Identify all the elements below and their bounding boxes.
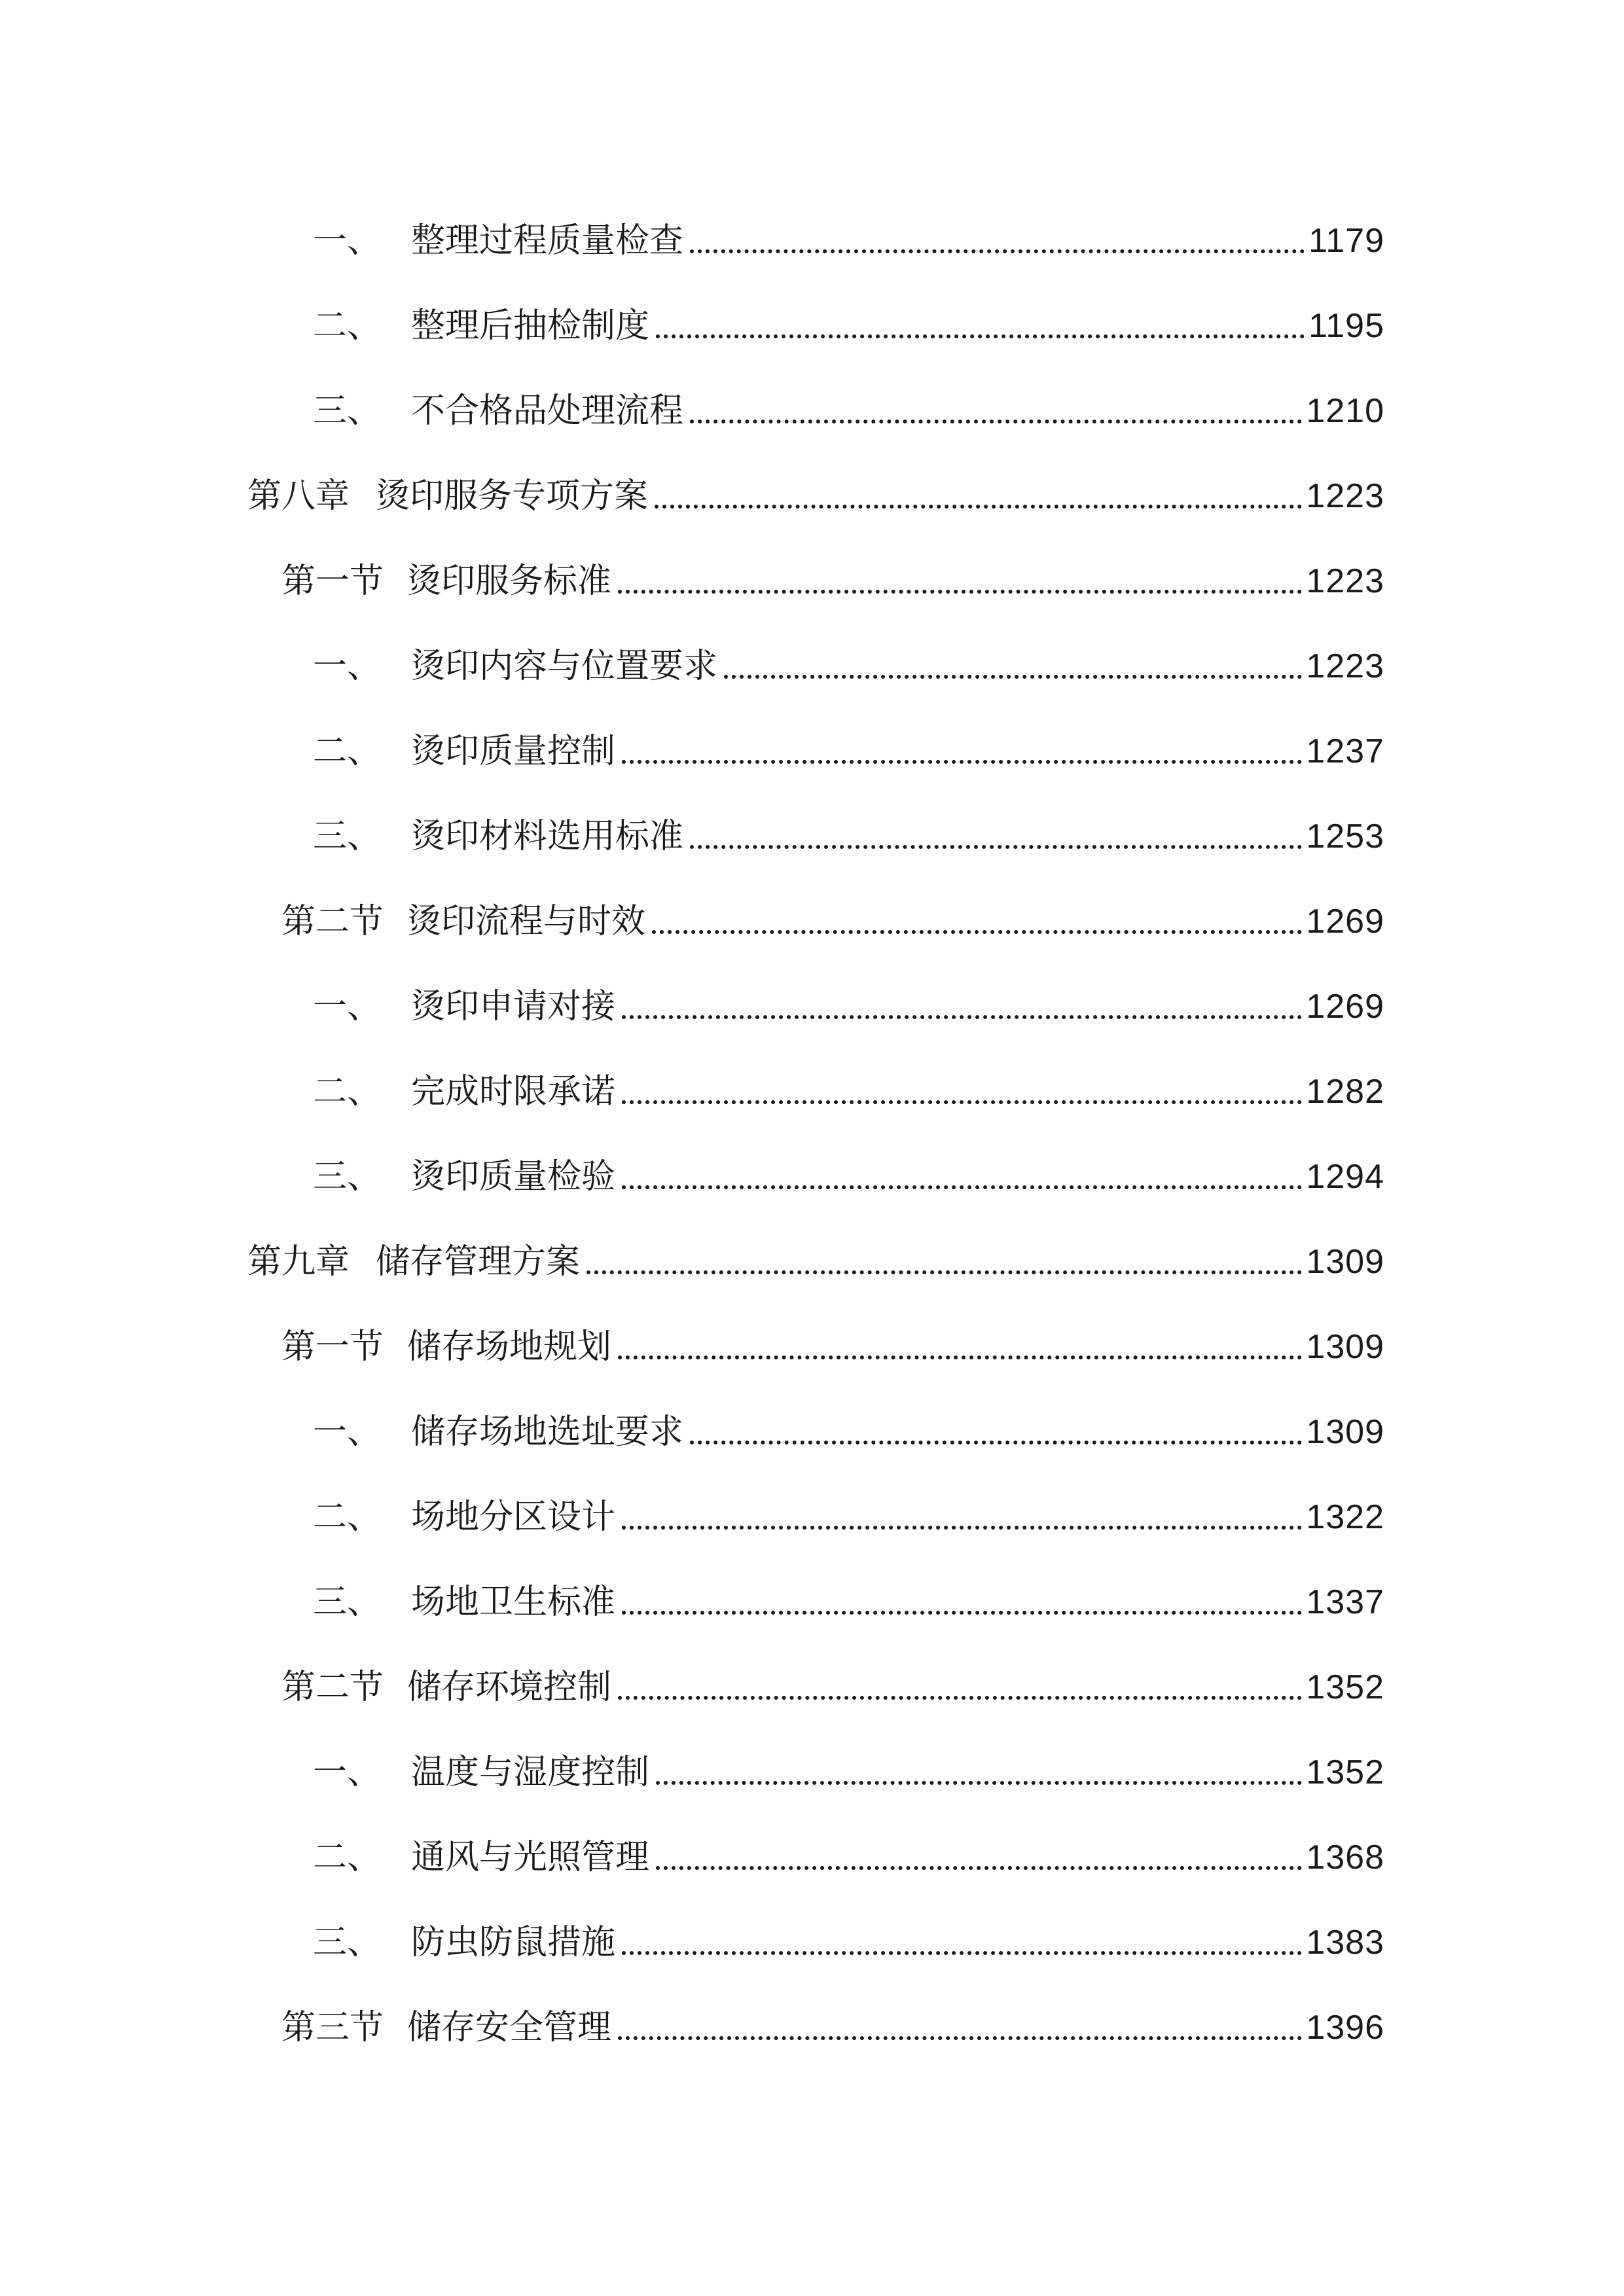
toc-entry-number: 第一节 (281, 562, 384, 601)
toc-entry[interactable] (0, 634, 1624, 699)
toc-entry-title: 整理过程质量检查 (411, 221, 684, 260)
dot-leader (690, 1441, 1302, 1444)
toc-entry-label (313, 1825, 649, 1890)
toc-entry-number: 三、 (313, 1157, 382, 1196)
toc-section-entry[interactable] (0, 1655, 1624, 1720)
toc-entry-title: 烫印内容与位置要求 (411, 647, 718, 686)
toc-entry-label (281, 1655, 611, 1720)
dot-leader (586, 1270, 1302, 1274)
dot-leader (618, 1355, 1302, 1359)
toc-entry-label (281, 548, 611, 614)
toc-entry-page: 1352 (1306, 1668, 1384, 1706)
toc-entry-label (247, 1229, 580, 1295)
dot-leader (656, 1866, 1302, 1870)
toc-entry-page: 1223 (1306, 562, 1384, 600)
toc-entry-page: 1269 (1306, 988, 1384, 1026)
toc-entry-label (313, 1910, 615, 1975)
toc-entry[interactable] (0, 1910, 1624, 1975)
toc-entry[interactable] (0, 1484, 1624, 1550)
toc-section-entry[interactable] (0, 1314, 1624, 1380)
toc-entry-page: 1210 (1306, 392, 1384, 430)
toc-chapter-entry[interactable] (0, 463, 1624, 529)
dot-leader (622, 1951, 1302, 1955)
toc-entry-title: 烫印流程与时效 (407, 902, 646, 941)
toc-entry-number: 第二节 (281, 902, 384, 941)
dot-leader (618, 2036, 1302, 2040)
toc-entry-title: 储存安全管理 (407, 2008, 612, 2047)
toc-entry-label (313, 378, 683, 444)
dot-leader (724, 675, 1302, 679)
dot-leader (652, 930, 1302, 934)
toc-section-entry[interactable] (0, 1995, 1624, 2060)
toc-entry-page: 1309 (1306, 1243, 1384, 1281)
toc-entry-page: 1269 (1306, 903, 1384, 941)
toc-entry-label (313, 208, 683, 274)
toc-entry-label (313, 1059, 615, 1124)
toc-entry-title: 储存场地选址要求 (411, 1412, 684, 1452)
toc-entry-number: 三、 (313, 1923, 382, 1962)
toc-entry-label (313, 293, 649, 359)
toc-entry-title: 不合格品处理流程 (411, 391, 684, 431)
toc-entry-page: 1383 (1306, 1924, 1384, 1962)
toc-entry-title: 储存管理方案 (376, 1242, 581, 1282)
toc-entry-page: 1309 (1306, 1413, 1384, 1451)
toc-entry-title: 温度与湿度控制 (411, 1753, 650, 1792)
toc-entry[interactable] (0, 208, 1624, 274)
dot-leader (622, 1185, 1302, 1189)
toc-entry-label (313, 634, 717, 699)
toc-entry-label (247, 463, 648, 529)
toc-entry-title: 储存环境控制 (407, 1668, 612, 1707)
toc-entry-number: 二、 (313, 1072, 382, 1111)
toc-entry[interactable] (0, 1144, 1624, 1210)
toc-entry-number: 二、 (313, 306, 382, 346)
toc-entry-label (313, 1740, 649, 1805)
toc-entry-page: 1352 (1306, 1753, 1384, 1791)
toc-entry-number: 三、 (313, 817, 382, 856)
toc-entry-number: 第九章 (247, 1242, 350, 1282)
toc-entry-number: 二、 (313, 732, 382, 771)
toc-entry-title: 场地分区设计 (411, 1498, 616, 1537)
toc-entry-title: 烫印质量检验 (411, 1157, 616, 1196)
toc-entry-label (313, 1570, 615, 1635)
toc-entry-label (313, 1399, 683, 1465)
toc-entry-label (281, 1995, 611, 2060)
toc-entry-title: 烫印服务专项方案 (376, 476, 649, 516)
toc-entry-number: 一、 (313, 1412, 382, 1452)
toc-entry-number: 一、 (313, 987, 382, 1026)
toc-entry[interactable] (0, 804, 1624, 869)
dot-leader (656, 334, 1305, 338)
dot-leader (690, 249, 1305, 253)
dot-leader (690, 420, 1302, 423)
toc-entry-label (313, 719, 615, 784)
dot-leader (690, 845, 1302, 849)
dot-leader (618, 590, 1302, 594)
toc-entry-number: 第一节 (281, 1327, 384, 1367)
toc-entry-number: 一、 (313, 221, 382, 260)
toc-entry-number: 三、 (313, 1583, 382, 1622)
toc-entry-title: 烫印申请对接 (411, 987, 616, 1026)
dot-leader (622, 760, 1302, 764)
toc-entry[interactable] (0, 1570, 1624, 1635)
toc-entry-label (313, 804, 683, 869)
toc-entry-page: 1294 (1306, 1158, 1384, 1196)
toc-entry-page: 1179 (1308, 222, 1384, 260)
toc-entry-page: 1282 (1306, 1073, 1384, 1111)
toc-entry-label (313, 974, 615, 1039)
toc-entry[interactable] (0, 378, 1624, 444)
toc-entry-number: 三、 (313, 391, 382, 431)
toc-entry-page: 1309 (1306, 1328, 1384, 1366)
toc-entry-page: 1237 (1306, 732, 1384, 770)
toc-entry-title: 通风与光照管理 (411, 1838, 650, 1877)
toc-entry-page: 1322 (1306, 1498, 1384, 1536)
toc-entry-page: 1396 (1306, 2009, 1384, 2047)
toc-entry-page: 1337 (1306, 1583, 1384, 1621)
toc-entry[interactable] (0, 719, 1624, 784)
toc-entry-label (281, 889, 645, 954)
dot-leader (622, 1015, 1302, 1019)
toc-entry-label (281, 1314, 611, 1380)
toc-entry-label (313, 1484, 615, 1550)
toc-entry-label (313, 1144, 615, 1210)
dot-leader (622, 1611, 1302, 1615)
toc-entry-title: 整理后抽检制度 (411, 306, 650, 346)
toc-entry-title: 防虫防鼠措施 (411, 1923, 616, 1962)
dot-leader (622, 1526, 1302, 1530)
toc-entry-number: 一、 (313, 1753, 382, 1792)
dot-leader (622, 1100, 1302, 1104)
dot-leader (655, 505, 1302, 509)
toc-entry[interactable] (0, 1825, 1624, 1890)
toc-entry[interactable] (0, 1059, 1624, 1124)
toc-entry-number: 第三节 (281, 2008, 384, 2047)
toc-chapter-entry[interactable] (0, 1229, 1624, 1295)
toc-entry-number: 一、 (313, 647, 382, 686)
toc-entry-title: 场地卫生标准 (411, 1583, 616, 1622)
toc-entry-number: 第八章 (247, 476, 350, 516)
toc-entry-number: 第二节 (281, 1668, 384, 1707)
toc-entry[interactable] (0, 1399, 1624, 1465)
toc-entry-title: 烫印服务标准 (407, 562, 612, 601)
dot-leader (656, 1781, 1302, 1785)
toc-entry-page: 1223 (1306, 647, 1384, 685)
toc-entry-title: 完成时限承诺 (411, 1072, 616, 1111)
toc-entry-page: 1223 (1306, 477, 1384, 515)
toc-entry-title: 储存场地规划 (407, 1327, 612, 1367)
toc-entry-page: 1253 (1306, 817, 1384, 855)
toc-entry-number: 二、 (313, 1498, 382, 1537)
toc-entry-page: 1195 (1308, 307, 1384, 345)
dot-leader (618, 1696, 1302, 1700)
toc-entry-title: 烫印材料选用标准 (411, 817, 684, 856)
toc-entry[interactable] (0, 974, 1624, 1039)
toc-entry-number: 二、 (313, 1838, 382, 1877)
toc-entry[interactable] (0, 1740, 1624, 1805)
toc-section-entry[interactable] (0, 548, 1624, 614)
toc-entry-title: 烫印质量控制 (411, 732, 616, 771)
toc-section-entry[interactable] (0, 889, 1624, 954)
toc-entry-page: 1368 (1306, 1839, 1384, 1876)
toc-entry[interactable] (0, 293, 1624, 359)
